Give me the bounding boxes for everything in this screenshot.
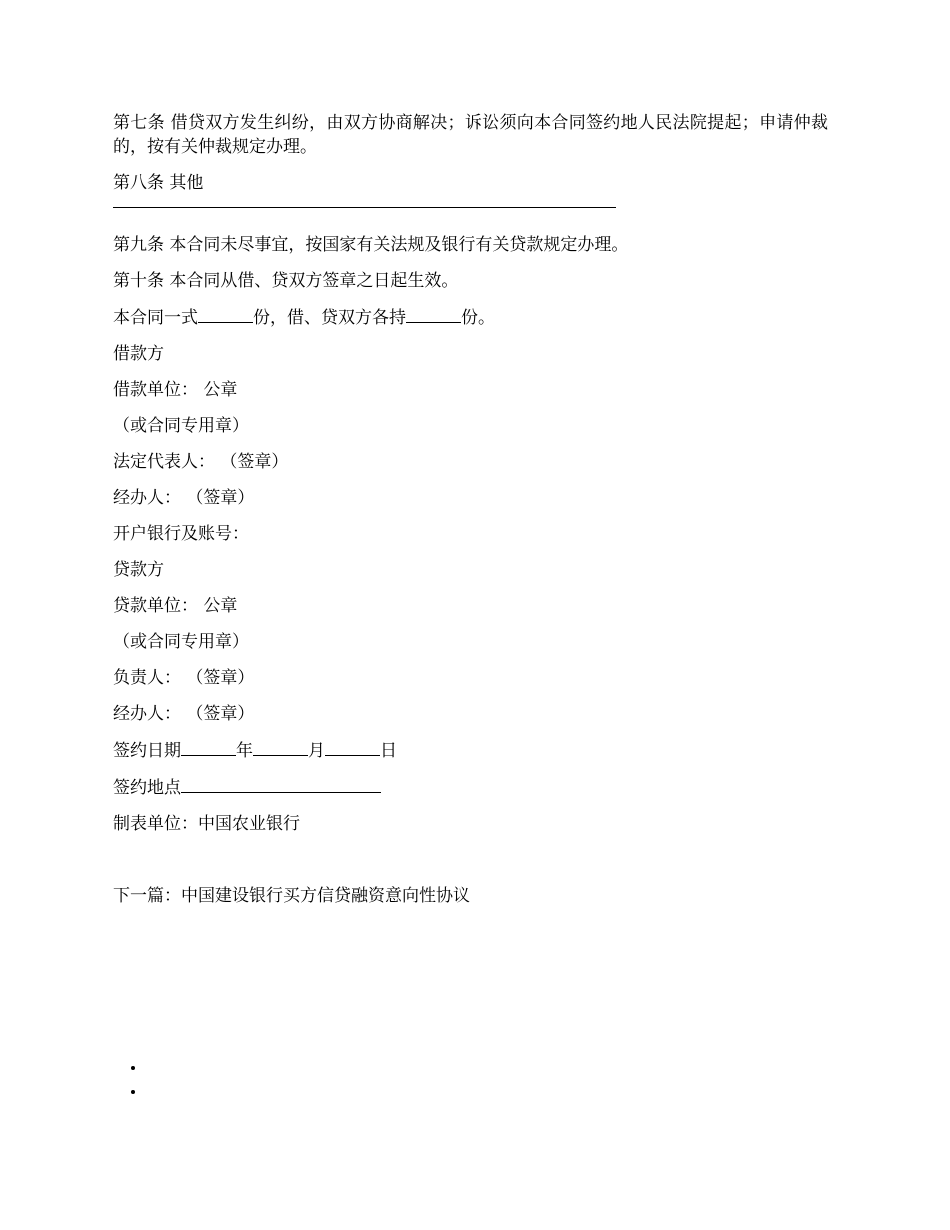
- signing-day-label: 日: [380, 741, 397, 761]
- lender-unit: 贷款单位： 公章: [113, 596, 238, 616]
- borrower-unit: 借款单位： 公章: [113, 380, 238, 400]
- lender-person-in-charge: 负责人： （签章）: [113, 668, 255, 688]
- signing-date-label: 签约日期: [113, 741, 181, 761]
- article-9: 第九条 本合同未尽事宜，按国家有关法规及银行有关贷款规定办理。: [113, 235, 629, 255]
- lender-seal: （或合同专用章）: [113, 632, 249, 652]
- bullet-dot-icon: [131, 1090, 135, 1094]
- lender-heading: 贷款方: [113, 560, 164, 580]
- signing-day-blank: [325, 738, 380, 756]
- signing-month-blank: [253, 738, 308, 756]
- borrower-handler: 经办人： （签章）: [113, 488, 255, 508]
- copies-each-blank: [406, 305, 461, 323]
- borrower-legal-rep: 法定代表人： （签章）: [113, 452, 289, 472]
- lender-handler: 经办人： （签章）: [113, 704, 255, 724]
- article-8: 第八条 其他: [113, 173, 204, 193]
- document-body: [113, 111, 828, 848]
- article-7: 第七条 借贷双方发生纠纷，由双方协商解决；诉讼须向本合同签约地人民法院提起；申请仲裁的，按有关仲裁规定办理。: [113, 113, 828, 157]
- signing-place-blank: [181, 775, 381, 793]
- bullet-dot-icon: [131, 1066, 135, 1070]
- copies-clause: [113, 305, 828, 330]
- article-8-fill-line: [113, 207, 616, 208]
- borrower-heading: 借款方: [113, 344, 164, 364]
- borrower-seal: （或合同专用章）: [113, 416, 249, 436]
- borrower-bank-account: 开户银行及账号：: [113, 524, 249, 544]
- copies-suffix: 份。: [461, 308, 495, 328]
- article-10: 第十条 本合同从借、贷双方签章之日起生效。: [113, 271, 459, 291]
- signing-place-label: 签约地点: [113, 778, 181, 798]
- signing-date: [113, 738, 828, 763]
- signing-year-label: 年: [236, 741, 253, 761]
- bullet-list: [131, 1066, 135, 1114]
- next-article-link[interactable]: 下一篇：中国建设银行买方信贷融资意向性协议: [113, 886, 470, 906]
- copies-mid: 份，借、贷双方各持: [253, 308, 406, 328]
- signing-month-label: 月: [308, 741, 325, 761]
- signing-year-blank: [181, 738, 236, 756]
- copies-prefix: 本合同一式: [113, 308, 198, 328]
- form-unit: 制表单位：中国农业银行: [113, 814, 300, 834]
- signing-place: [113, 775, 828, 800]
- copies-total-blank: [198, 305, 253, 323]
